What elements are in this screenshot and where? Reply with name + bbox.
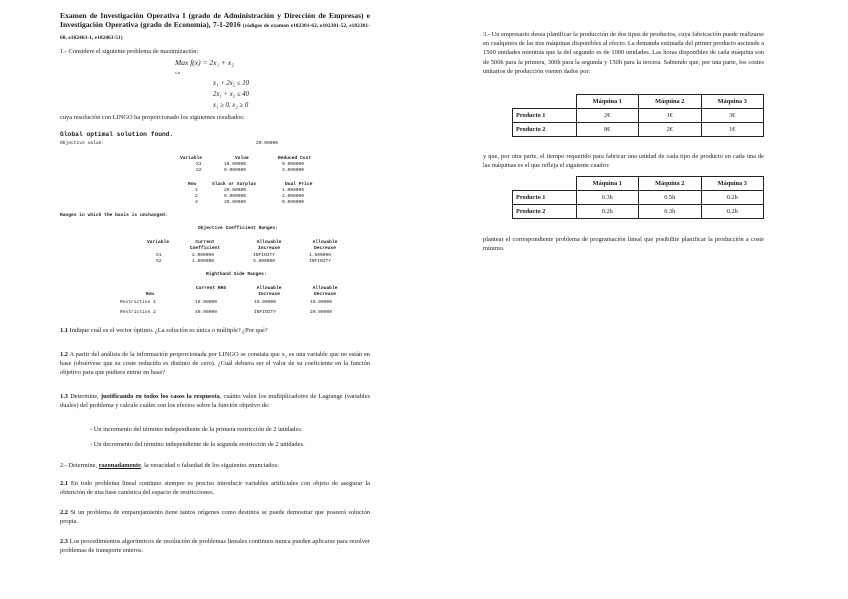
cost-table-corner xyxy=(513,95,577,109)
lingo-row-header-dual: Dual Price xyxy=(285,182,313,187)
lingo-rhs-title: Righthand Side Ranges: xyxy=(206,272,267,277)
q22-number: 2.2 xyxy=(60,509,68,516)
q2-post: , la veracidad o falsedad de los siguientes enunciados: xyxy=(140,462,279,469)
lingo-rhs-row-2-current: 40.00000 xyxy=(195,310,218,315)
lingo-row-1-dual: 1.000000 xyxy=(282,188,305,193)
time-header-maquina-1: Máquina 1 xyxy=(576,177,639,191)
time-cell: 0.5h xyxy=(639,191,702,205)
lingo-objective-value: 20.00000 xyxy=(256,141,279,146)
lingo-row-3-slack: 20.00000 xyxy=(224,200,247,205)
cost-cell: 8€ xyxy=(576,123,639,137)
lingo-var-header-reduced: Reduced Cost xyxy=(278,156,312,161)
time-cell: 0.2h xyxy=(701,205,764,219)
cost-cell: 1€ xyxy=(639,109,702,123)
q3-intro: 3.- Un empresario desea planificar la producción de dos tipos de productos, cuya fabricación puede realizarse en cualquiera de las tres máquinas disponibles al efecto. La demanda estimada del primer producto asciende a 1500 unidades mientras que la del segundo es de 1000 unidades. Las horas disponibles de cada máquina son de 500h para la primera, 300h para la segunda y 150h para la tercera. Sabiendo que, por una parte, los costes unitarios de producción vienen dados por: xyxy=(483,31,764,75)
lingo-rhs-row-1-current: 10.00000 xyxy=(195,300,218,305)
time-row-producto-2 xyxy=(513,205,764,219)
cost-cell: 2€ xyxy=(576,109,639,123)
time-table xyxy=(512,176,764,219)
q13-pre: Determine, xyxy=(70,393,99,400)
time-table-corner xyxy=(513,177,577,191)
q2-bold: razonadamente xyxy=(98,462,141,469)
cost-row-producto-2 xyxy=(513,123,764,137)
q1-objective: Max f(x) = 2x₁ + x₂ xyxy=(175,58,234,67)
lingo-var-row-2-name: X2 xyxy=(196,168,202,173)
q22 xyxy=(60,508,370,526)
time-cell: 0.3h xyxy=(639,205,702,219)
lingo-header: Global optimal solution found. xyxy=(60,131,174,138)
lingo-obj-header-current: Current Coefficient xyxy=(189,240,221,251)
cost-row-label: Producto 2 xyxy=(513,123,577,137)
lingo-ranges-title: Ranges in which the basis is unchanged: xyxy=(60,213,168,218)
lingo-row-2-dual: 2.000000 xyxy=(282,194,305,199)
q12 xyxy=(60,350,370,378)
cost-cell: 2€ xyxy=(639,123,702,137)
q3-closing: plantear el correspondiente problema de programación lineal que posibilite planificar la producción a coste mínimo. xyxy=(483,236,764,253)
lingo-rhs-row-1-decrease: 10.00000 xyxy=(310,300,333,305)
time-cell: 0.2h xyxy=(701,191,764,205)
q11-text: Indique cuál es el vector óptimo. ¿La solución es única o múltiple? ¿Por qué? xyxy=(69,327,268,334)
lingo-rhs-row-1-name: Restriction 1 xyxy=(120,300,156,305)
time-table-header xyxy=(513,177,764,191)
q1-constraint-2: 2x₁ + x₂ ≤ 40 xyxy=(213,91,250,98)
lingo-obj-header-variable: Variable xyxy=(146,240,170,245)
q13 xyxy=(60,392,370,410)
exam-title xyxy=(60,11,370,43)
cost-cell: 1€ xyxy=(701,123,764,137)
lingo-var-header-value: Value xyxy=(235,156,249,161)
cost-row-label: Producto 1 xyxy=(513,109,577,123)
time-header-maquina-2: Máquina 2 xyxy=(639,177,702,191)
q13-post: , cuánto valen los multiplicadores de Lagrange (variables duales) del problema y calcule cuáles son los efectos sobre la función objetivo de: xyxy=(60,393,370,410)
lingo-rhs-header-decrease: Allowable Decrease xyxy=(312,286,338,297)
lingo-rhs-row-2-name: Restriction 2 xyxy=(120,310,156,315)
lingo-obj-row-1-increase: INFINITY xyxy=(253,253,276,258)
q13-number: 1.3 xyxy=(60,393,68,400)
lingo-row-3-num: 3 xyxy=(195,200,198,205)
q3-middle: y que, por otra parte, el tiempo requerido para fabricar una unidad de cada tipo de producto en cada una de las máquinas es el que refleja el siguiente cuadro: xyxy=(483,153,764,170)
cost-table-header xyxy=(513,95,764,109)
q21-text: En todo problema lineal continuo siempre es preciso introducir variables artificiales con objeto de asegurar la obtención de una base canónica del espacio de restricciones. xyxy=(60,480,370,497)
lingo-var-row-2-value: 0.000000 xyxy=(224,168,247,173)
lingo-var-header-variable: Variable xyxy=(180,156,203,161)
exam-codes: (códigos de examen e102301-62, e102301-52, e102301-60, e102463-1, e102463-51) xyxy=(60,23,370,41)
lingo-obj-header-increase: Allowable Increase xyxy=(256,240,282,251)
q2-pre: 2.- Determine, xyxy=(60,462,98,469)
q11-number: 1.1 xyxy=(60,327,68,334)
lingo-row-2-num: 2 xyxy=(195,194,198,199)
lingo-var-row-1-value: 10.00000 xyxy=(224,162,247,167)
q12-text: A partir del análisis de la información proporcionada por LINGO se constata que x₂ es una variable que no están en base (obsérvese que su coste reducido es distinto de cero). ¿Cuál debiera ser el valor de su coeficiente en la función objetivo para que pudiera entrar en base? xyxy=(60,351,370,377)
cost-row-producto-1 xyxy=(513,109,764,123)
cost-cell: 3€ xyxy=(701,109,764,123)
time-header-maquina-3: Máquina 3 xyxy=(701,177,764,191)
lingo-row-header-slack: Slack or Surplus xyxy=(212,182,257,187)
cost-table xyxy=(512,94,764,137)
q1-constraint-1: x₁ + 2x₂ ≤ 10 xyxy=(213,80,250,87)
lingo-obj-row-2-increase: 3.000000 xyxy=(253,259,276,264)
lingo-rhs-header-row: Row xyxy=(145,292,155,297)
q1-intro: 1.- Considere el siguiente problema de maximización: xyxy=(60,48,199,55)
q1-objective-sub: s.a xyxy=(175,70,181,75)
cost-header-maquina-1: Máquina 1 xyxy=(576,95,639,109)
exam-title-text: Examen de Investigación Operativa I (grado de Administración y Dirección de Empresas) e Investigación Operativa (grado de Economía), 7-1-2016 xyxy=(60,11,370,30)
lingo-obj-ranges-title: Objective Coefficient Ranges: xyxy=(198,226,278,231)
lingo-rhs-header-current: Current RHS xyxy=(195,286,227,291)
time-cell: 0.3h xyxy=(576,191,639,205)
q2 xyxy=(60,461,370,470)
q23-number: 2.3 xyxy=(60,538,68,545)
q13-item-2: - Un decremento del término independiente de la segunda restricción de 2 unidades. xyxy=(90,441,305,448)
lingo-obj-row-1-var: X1 xyxy=(156,253,162,258)
lingo-rhs-row-2-increase: INFINITY xyxy=(254,310,277,315)
q13-item-1: - Un incremento del término independiente de la primera restricción de 2 unidades. xyxy=(90,426,303,433)
lingo-row-2-slack: 0.000000 xyxy=(224,194,247,199)
q12-number: 1.2 xyxy=(60,351,68,358)
cost-header-maquina-2: Máquina 2 xyxy=(639,95,702,109)
lingo-obj-row-2-decrease: INFINITY xyxy=(309,259,332,264)
lingo-obj-row-2-current: 1.000000 xyxy=(192,259,215,264)
lingo-var-row-2-reduced: 3.000000 xyxy=(282,168,305,173)
lingo-obj-row-2-var: X2 xyxy=(156,259,162,264)
time-row-label: Producto 1 xyxy=(513,191,577,205)
lingo-objective-label: Objective value: xyxy=(60,141,105,146)
lingo-obj-row-1-decrease: 1.500000 xyxy=(309,253,332,258)
time-row-label: Producto 2 xyxy=(513,205,577,219)
lingo-rhs-row-2-decrease: 20.00000 xyxy=(310,310,333,315)
q22-text: Si un problema de emparejamiento tiene tantos orígenes como destinos se puede demostrar que poseerá solución propia. xyxy=(60,509,370,526)
lingo-var-row-1-name: X1 xyxy=(196,162,202,167)
lingo-row-1-slack: 20.00000 xyxy=(224,188,247,193)
lingo-obj-header-decrease: Allowable Decrease xyxy=(312,240,338,251)
q13-bold: justificando en todos los casos la respuesta xyxy=(100,393,220,400)
q11 xyxy=(60,326,370,335)
lingo-row-3-dual: 0.000000 xyxy=(282,200,305,205)
q21-number: 2.1 xyxy=(60,480,68,487)
cost-header-maquina-3: Máquina 3 xyxy=(701,95,764,109)
lingo-row-1-num: 1 xyxy=(195,188,198,193)
q21 xyxy=(60,479,370,497)
lingo-var-row-1-reduced: 0.000000 xyxy=(282,162,305,167)
time-row-producto-1 xyxy=(513,191,764,205)
lingo-obj-row-1-current: 2.000000 xyxy=(192,253,215,258)
lingo-rhs-header-increase: Allowable Increase xyxy=(256,286,282,297)
lingo-row-header-row: Row xyxy=(188,182,197,187)
lingo-rhs-row-1-increase: 10.00000 xyxy=(254,300,277,305)
q1-resolution: cuya resolución con LINGO ha proporcionado los siguientes resultados: xyxy=(60,114,245,121)
q23 xyxy=(60,537,370,555)
q1-constraint-3: x₁ ≥ 0, x₂ ≥ 0 xyxy=(213,102,249,109)
q23-text: Los procedimientos algorítmicos de resolución de problemas lineales continuos nunca pueden aplicarse para resolver problemas de transporte enteros. xyxy=(60,538,370,555)
time-cell: 0.2h xyxy=(576,205,639,219)
